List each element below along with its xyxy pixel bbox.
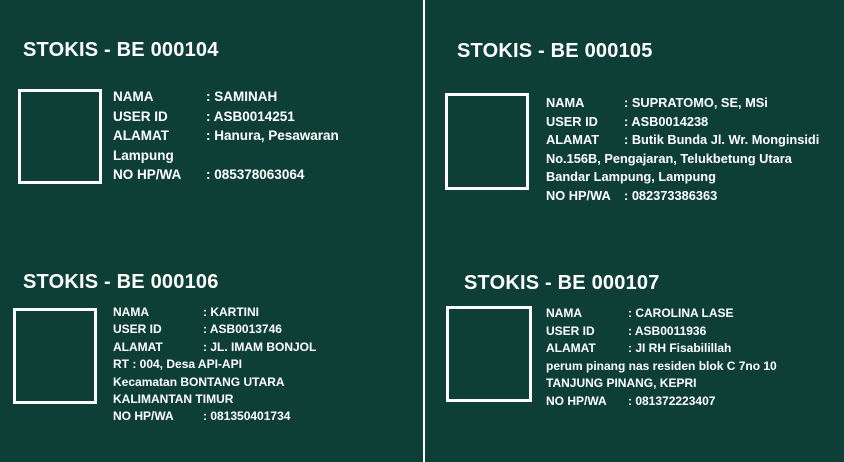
photo-placeholder — [18, 89, 102, 184]
alamat-continuation: KALIMANTAN TIMUR — [113, 392, 234, 407]
alamat-value: : JI RH Fisabilillah — [628, 341, 732, 355]
nama-label: NAMA — [546, 95, 585, 110]
phone-value: : 081350401734 — [203, 409, 291, 424]
nama-label: NAMA — [113, 89, 154, 104]
info-line-alamat — [113, 126, 339, 146]
alamat-continuation: RT : 004, Desa API-API — [113, 357, 242, 372]
alamat-value: : Butik Bunda Jl. Wr. Monginsidi — [624, 132, 820, 148]
alamat-continuation: perum pinang nas residen blok C 7no 10 — [546, 358, 777, 373]
alamat-continuation: Lampung — [113, 147, 174, 163]
info-line-alamat-cont — [113, 374, 316, 391]
alamat-value: : JL. IMAM BONJOL — [203, 339, 317, 354]
phone-label: NO HP/WA — [113, 409, 174, 424]
stokis-info — [546, 94, 819, 206]
nama-label: NAMA — [546, 306, 582, 320]
info-line-alamat — [113, 339, 316, 356]
user-id-label: USER ID — [113, 322, 162, 337]
phone-label: NO HP/WA — [113, 167, 182, 182]
alamat-continuation: TANJUNG PINANG, KEPRI — [546, 376, 697, 390]
nama-label: NAMA — [113, 305, 149, 319]
info-line-alamat-cont — [546, 150, 819, 169]
info-line-alamat — [546, 340, 777, 358]
info-line-phone — [546, 393, 777, 411]
nama-value: : SAMINAH — [206, 89, 278, 104]
stokis-title: STOKIS - BE 000106 — [23, 271, 219, 293]
alamat-label: ALAMAT — [546, 132, 600, 148]
phone-value: : 082373386363 — [624, 187, 718, 203]
nama-value: : KARTINI — [203, 305, 259, 319]
stokis-title: STOKIS - BE 000104 — [23, 39, 219, 61]
info-line-phone — [546, 187, 819, 206]
user-id-value: : ASB0014238 — [624, 113, 709, 129]
stokis-title: STOKIS - BE 000105 — [457, 40, 653, 62]
stokis-info — [546, 305, 777, 410]
alamat-label: ALAMAT — [113, 128, 169, 143]
user-id-value: : ASB0013746 — [203, 322, 282, 337]
info-line-alamat-cont — [546, 375, 777, 393]
stokis-info — [113, 304, 316, 426]
info-line-user-id — [546, 113, 819, 132]
nama-value: : CAROLINA LASE — [628, 306, 734, 320]
info-line-user-id — [113, 107, 339, 127]
vertical-divider — [423, 0, 425, 462]
phone-value: : 081372223407 — [628, 393, 716, 408]
user-id-label: USER ID — [546, 323, 595, 338]
user-id-label: USER ID — [113, 108, 168, 124]
info-line-alamat-cont — [113, 391, 316, 408]
photo-placeholder — [446, 306, 532, 402]
alamat-continuation: Kecamatan BONTANG UTARA — [113, 374, 285, 389]
info-line-alamat — [546, 131, 819, 150]
phone-value: : 085378063064 — [206, 167, 305, 182]
nama-value: : SUPRATOMO, SE, MSi — [624, 95, 768, 110]
alamat-continuation: Bandar Lampung, Lampung — [546, 169, 716, 185]
photo-placeholder — [13, 308, 97, 404]
info-line-phone — [113, 165, 339, 185]
info-line-alamat-cont — [546, 358, 777, 376]
info-line-alamat-cont — [546, 168, 819, 187]
info-line-nama — [546, 305, 777, 323]
alamat-label: ALAMAT — [546, 341, 596, 355]
photo-placeholder — [445, 93, 529, 190]
info-line-user-id — [113, 321, 316, 338]
info-line-nama — [546, 94, 819, 113]
user-id-value: : ASB0011936 — [628, 323, 707, 338]
user-id-value: : ASB0014251 — [206, 108, 295, 124]
info-line-alamat-cont — [113, 146, 339, 166]
user-id-label: USER ID — [546, 113, 598, 129]
phone-label: NO HP/WA — [546, 393, 607, 408]
alamat-value: : Hanura, Pesawaran — [206, 128, 339, 143]
stokis-info — [113, 87, 339, 185]
info-line-alamat-cont — [113, 356, 316, 373]
stokis-title: STOKIS - BE 000107 — [464, 272, 660, 294]
info-line-user-id — [546, 323, 777, 341]
phone-label: NO HP/WA — [546, 187, 611, 203]
alamat-continuation: No.156B, Pengajaran, Telukbetung Utara — [546, 150, 792, 166]
info-line-phone — [113, 408, 316, 425]
info-line-nama — [113, 304, 316, 321]
alamat-label: ALAMAT — [113, 339, 163, 354]
info-line-nama — [113, 87, 339, 107]
